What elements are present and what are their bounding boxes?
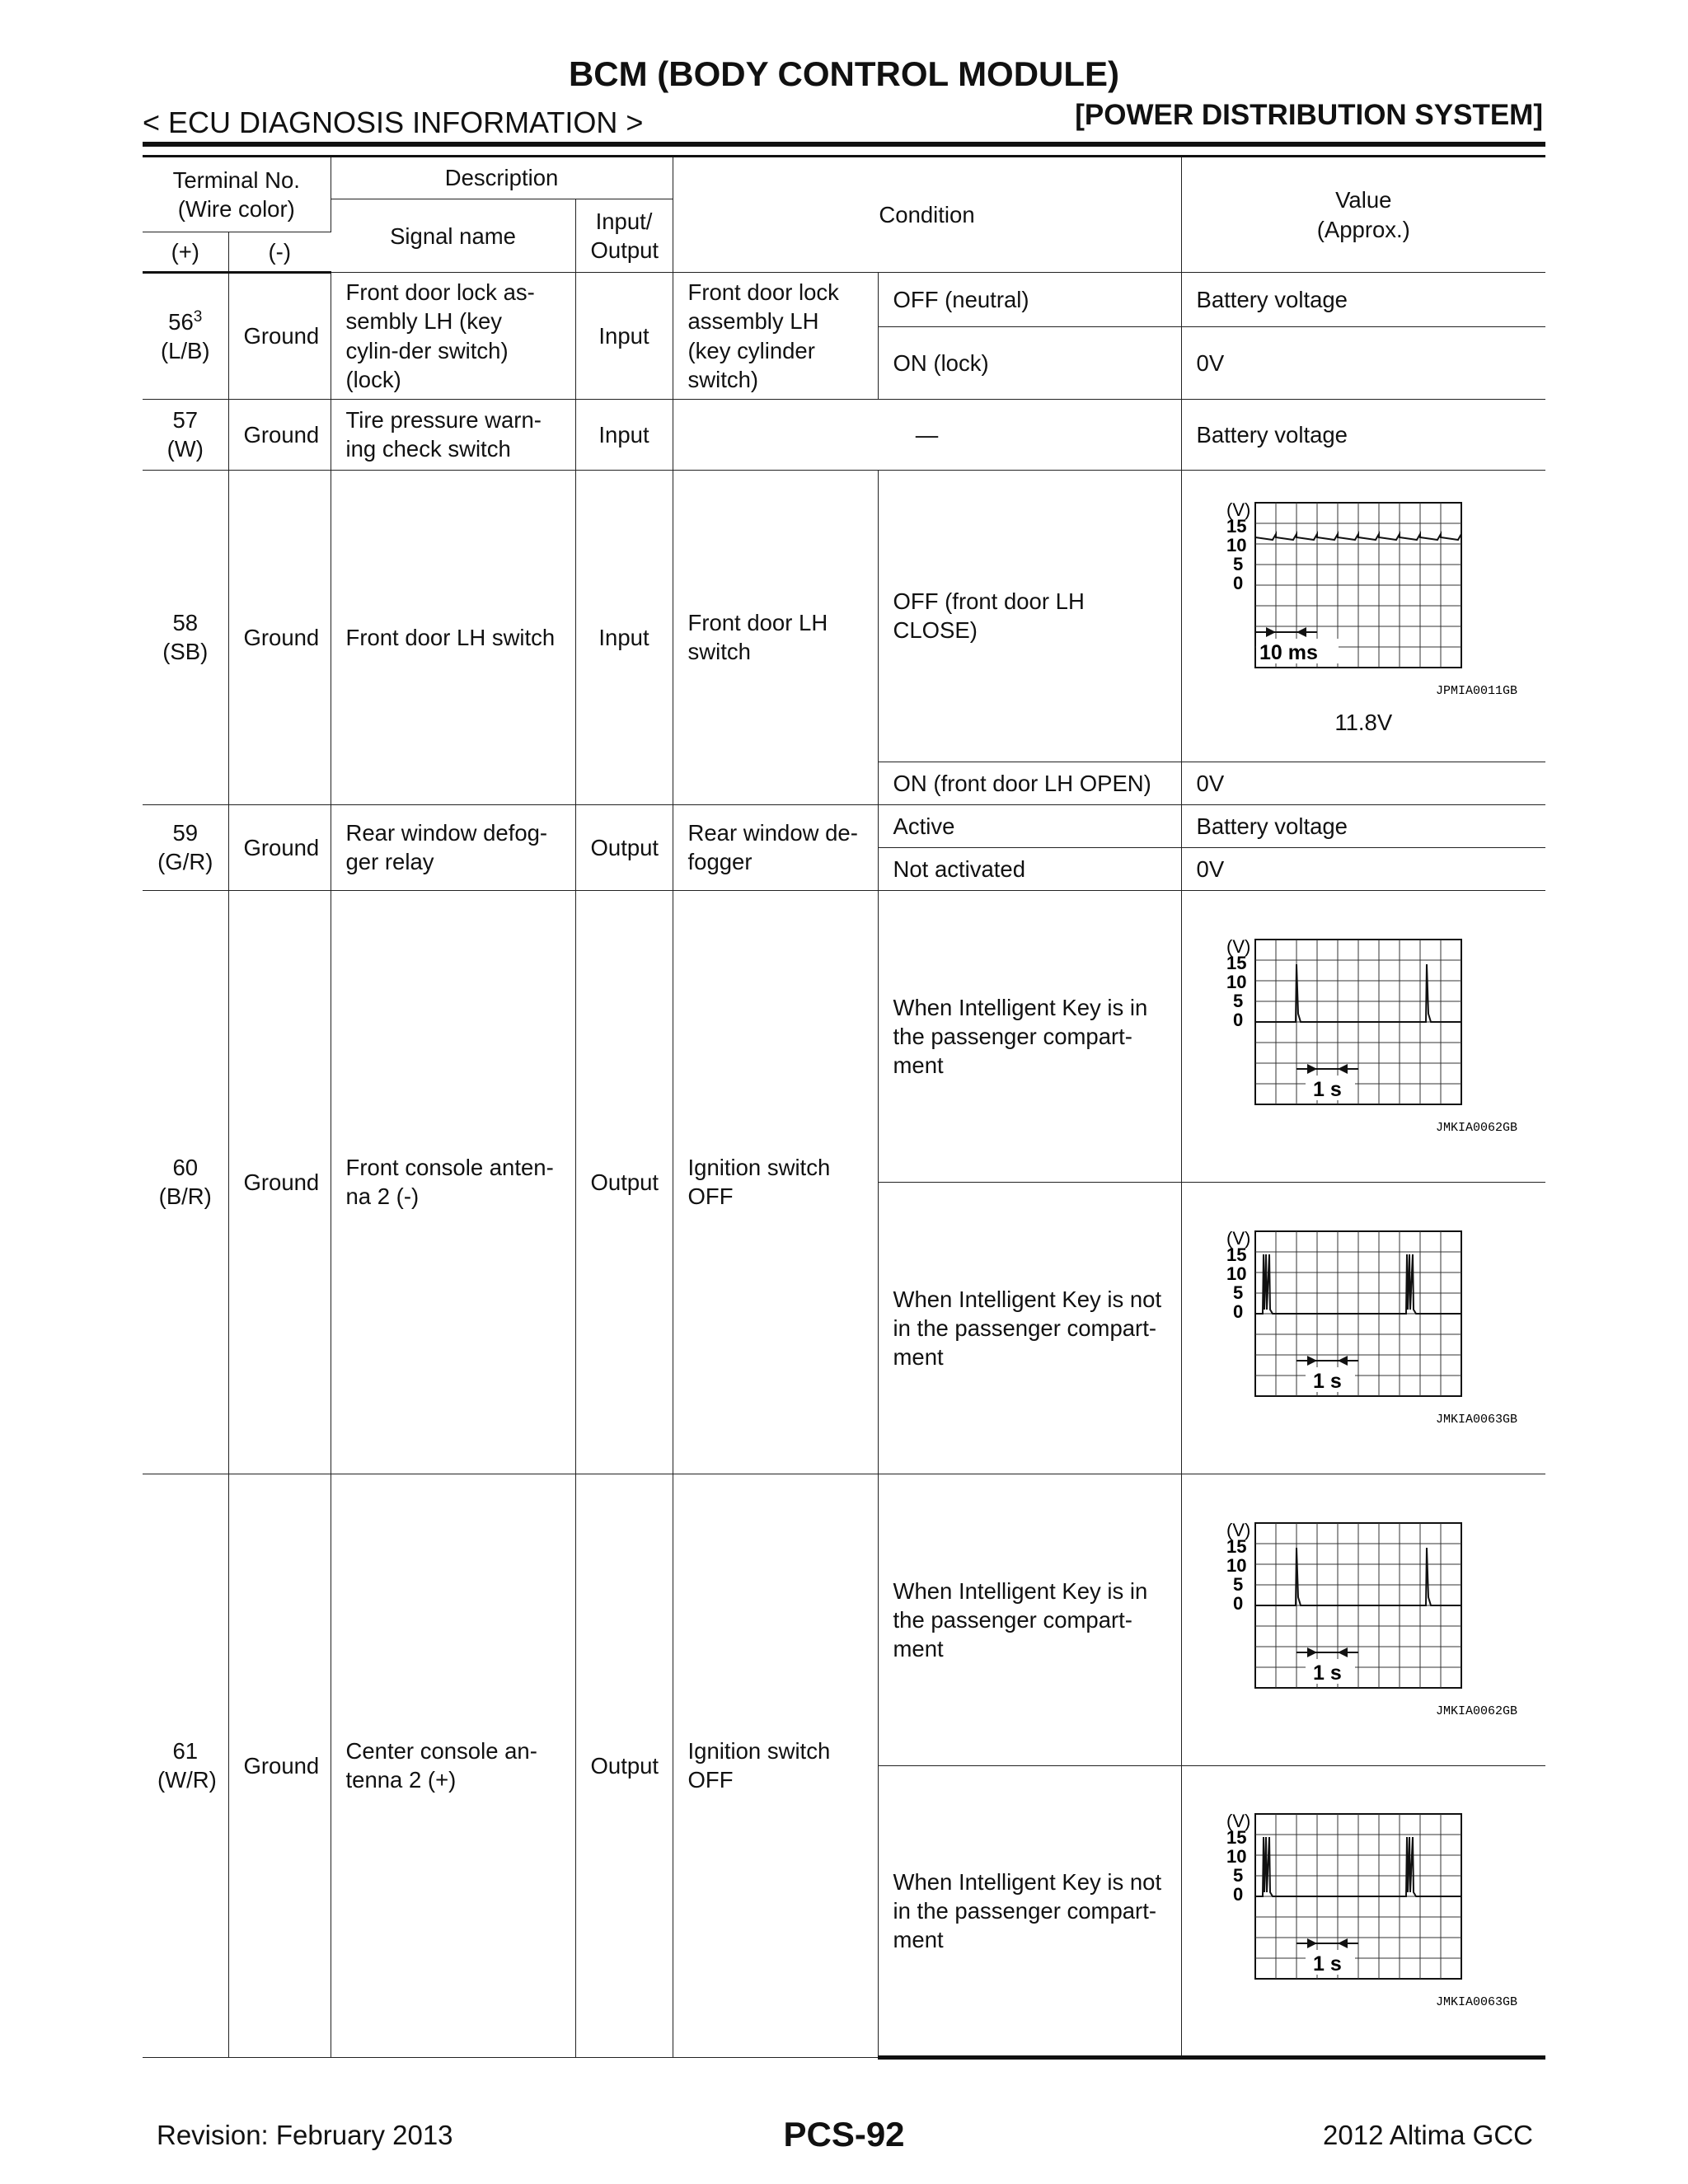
waveform-single-pulse (1197, 1515, 1518, 1725)
terminal-header: Terminal No. (Wire color) (143, 157, 331, 232)
io-58: Input (575, 470, 673, 804)
subcondition-56-off: OFF (neutral) (878, 273, 1181, 327)
value-59-inactive: 0V (1181, 847, 1545, 890)
io-60: Output (575, 890, 673, 1474)
page-number: PCS-92 (783, 2115, 905, 2154)
svg-text:5: 5 (1232, 1573, 1243, 1595)
svg-text:(V): (V) (1226, 1810, 1250, 1831)
plus-header: (+) (143, 232, 228, 273)
condition-61: Ignition switch OFF (673, 1474, 878, 2057)
svg-text:10: 10 (1226, 1845, 1247, 1867)
signal-59: Rear window defog-ger relay (331, 804, 575, 890)
svg-text:10: 10 (1226, 1554, 1247, 1576)
page-title: BCM (BODY CONTROL MODULE) (568, 54, 1120, 93)
svg-text:0: 0 (1232, 1301, 1243, 1322)
io-56: Input (575, 273, 673, 400)
subcondition-61-out: When Intelligent Key is not in the passenger compart-ment (878, 1765, 1181, 2057)
condition-60: Ignition switch OFF (673, 890, 878, 1474)
ground-56: Ground (228, 273, 331, 400)
terminal-61: 61 (W/R) (143, 1474, 228, 2057)
subcondition-56-on: ON (lock) (878, 326, 1181, 399)
value-56-off: Battery voltage (1181, 273, 1545, 327)
condition-57: — (673, 399, 1181, 470)
svg-text:0: 0 (1232, 1009, 1243, 1030)
subcondition-59-inactive: Not activated (878, 847, 1181, 890)
value-header: Value (Approx.) (1181, 157, 1545, 273)
svg-text:15: 15 (1226, 516, 1247, 537)
io-59: Output (575, 804, 673, 890)
waveform-multi-pulse (1197, 1806, 1518, 2016)
terminal-57: 57 (W) (143, 399, 228, 470)
subcondition-59-active: Active (878, 804, 1181, 847)
ground-60: Ground (228, 890, 331, 1474)
svg-text:10: 10 (1226, 971, 1247, 992)
svg-text:15: 15 (1226, 1535, 1247, 1557)
svg-text:1 s: 1 s (1312, 1369, 1342, 1393)
svg-text:JMKIA0063GB: JMKIA0063GB (1435, 1412, 1517, 1427)
waveform-multi-pulse (1197, 1223, 1518, 1433)
svg-text:JMKIA0062GB: JMKIA0062GB (1435, 1704, 1517, 1718)
svg-text:JMKIA0062GB: JMKIA0062GB (1435, 1120, 1517, 1135)
subcondition-58-off: OFF (front door LH CLOSE) (878, 470, 1181, 762)
svg-text:(V): (V) (1226, 499, 1250, 521)
svg-text:0: 0 (1232, 1592, 1243, 1614)
signal-56: Front door lock as-sembly LH (key cylin-der switch) (lock) (331, 273, 575, 400)
value-58-off-text: 11.8V (1334, 710, 1393, 736)
io-61: Output (575, 1474, 673, 2057)
condition-58: Front door LH switch (673, 470, 878, 804)
svg-text:10: 10 (1226, 1263, 1247, 1284)
signal-57: Tire pressure warn-ing check switch (331, 399, 575, 470)
ground-59: Ground (228, 804, 331, 890)
subcondition-60-in: When Intelligent Key is in the passenger compart-ment (878, 890, 1181, 1182)
terminal-56: $56^3$ (L/B) (143, 273, 228, 400)
svg-text:5: 5 (1232, 1864, 1243, 1886)
terminal-60: 60 (B/R) (143, 890, 228, 1474)
svg-text:10 ms: 10 ms (1259, 641, 1318, 665)
svg-text:15: 15 (1226, 1826, 1247, 1848)
waveform-single-pulse (1197, 931, 1518, 1141)
subcondition-61-in: When Intelligent Key is in the passenger compart-ment (878, 1474, 1181, 1765)
condition-56: Front door lock assembly LH (key cylinder switch) (673, 273, 878, 400)
svg-text:(V): (V) (1226, 1227, 1250, 1249)
svg-text:15: 15 (1226, 952, 1247, 973)
svg-text:1 s: 1 s (1312, 1077, 1342, 1101)
io-57: Input (575, 399, 673, 470)
terminal-58: 58 (SB) (143, 470, 228, 804)
system-heading: [POWER DISTRIBUTION SYSTEM] (1075, 99, 1543, 131)
svg-text:JMKIA0063GB: JMKIA0063GB (1435, 1994, 1517, 2009)
value-60-out (1181, 1182, 1545, 1474)
revision-date: Revision: February 2013 (157, 2120, 453, 2150)
svg-text:1 s: 1 s (1312, 1661, 1342, 1685)
svg-text:1 s: 1 s (1312, 1952, 1342, 1975)
svg-text:15: 15 (1226, 1244, 1247, 1265)
ground-57: Ground (228, 399, 331, 470)
value-57: Battery voltage (1181, 399, 1545, 470)
svg-text:5: 5 (1232, 990, 1243, 1011)
svg-text:0: 0 (1232, 1883, 1243, 1905)
value-61-in (1181, 1474, 1545, 1765)
value-56-on: 0V (1181, 326, 1545, 399)
subcondition-58-on: ON (front door LH OPEN) (878, 762, 1181, 804)
value-59-active: Battery voltage (1181, 804, 1545, 847)
svg-text:JPMIA0011GB: JPMIA0011GB (1435, 684, 1517, 699)
section-heading: < ECU DIAGNOSIS INFORMATION > (143, 105, 644, 139)
condition-59: Rear window de-fogger (673, 804, 878, 890)
value-61-out (1181, 1765, 1545, 2057)
signal-name-header: Signal name (331, 199, 575, 273)
terminal-table (143, 155, 1545, 2060)
terminal-59: 59 (G/R) (143, 804, 228, 890)
ground-58: Ground (228, 470, 331, 804)
description-header: Description (331, 157, 673, 199)
header-rule (143, 142, 1545, 147)
signal-60: Front console anten-na 2 (-) (331, 890, 575, 1474)
minus-header: (-) (228, 232, 331, 273)
svg-text:0: 0 (1232, 573, 1243, 594)
svg-text:10: 10 (1226, 535, 1247, 556)
ground-61: Ground (228, 1474, 331, 2057)
signal-61: Center console an-tenna 2 (+) (331, 1474, 575, 2057)
value-58-on: 0V (1181, 762, 1545, 804)
subcondition-60-out: When Intelligent Key is not in the passenger compart-ment (878, 1182, 1181, 1474)
condition-header: Condition (673, 157, 1181, 273)
svg-text:(V): (V) (1226, 935, 1250, 957)
waveform-10ms (1197, 494, 1518, 705)
svg-text:5: 5 (1232, 554, 1243, 575)
vehicle-model: 2012 Altima GCC (1323, 2120, 1533, 2150)
io-header: Input/ Output (575, 199, 673, 273)
signal-58: Front door LH switch (331, 470, 575, 804)
value-58-off (1181, 470, 1545, 762)
svg-text:(V): (V) (1226, 1519, 1250, 1540)
svg-text:5: 5 (1232, 1282, 1243, 1303)
value-60-in (1181, 890, 1545, 1182)
